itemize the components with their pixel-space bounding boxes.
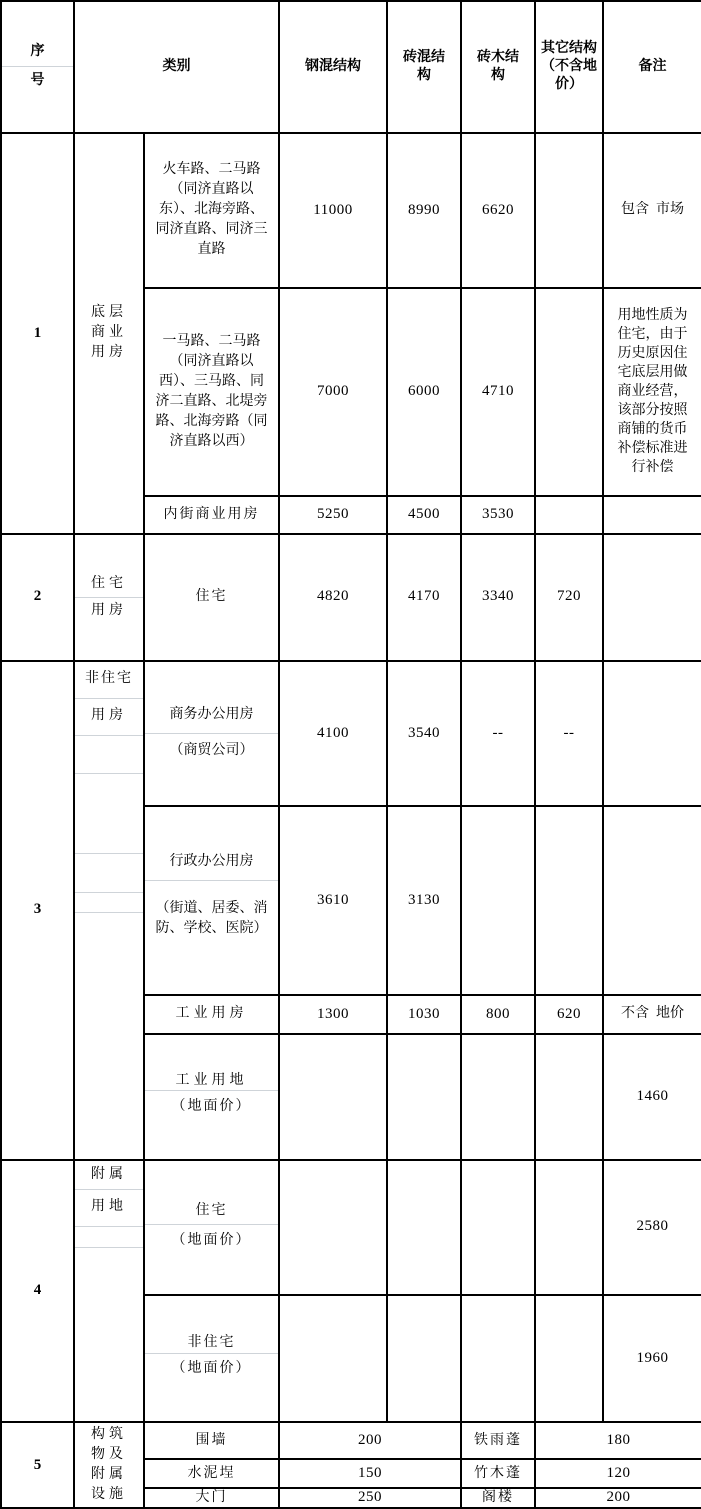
value-cell-steel: 3610 <box>279 806 387 995</box>
item-line2: （街道、居委、消防、学校、医院） <box>145 880 278 958</box>
item-line1: 行政办公用房 <box>169 853 254 869</box>
table-row <box>1 534 701 661</box>
item-line2: （商贸公司） <box>145 733 278 769</box>
col-header-remark: 备注 <box>603 1 701 133</box>
value-cell: 200 <box>535 1488 701 1509</box>
category-cell-3 <box>74 661 144 1160</box>
value-cell: 250 <box>279 1488 461 1509</box>
remark-cell: 包含 市场 <box>603 133 701 288</box>
col-header-serial <box>1 1 74 133</box>
value-cell-brick-concrete <box>387 1160 461 1295</box>
faint-grid-line <box>75 1226 143 1227</box>
table-row <box>1 133 701 288</box>
category-line1: 附属 <box>91 1166 127 1182</box>
item-line2: （地面价） <box>145 1090 278 1122</box>
item-cell: 围墙 <box>144 1422 279 1459</box>
item-cell <box>144 1295 279 1423</box>
table-row <box>1 661 701 807</box>
header-row <box>1 1 701 133</box>
value-cell-other: -- <box>535 661 603 807</box>
value-cell-brick-wood: -- <box>461 661 535 807</box>
remark-cell <box>603 661 701 807</box>
value-cell-brick-wood: 800 <box>461 995 535 1034</box>
serial-cell-4: 4 <box>1 1160 74 1423</box>
col-header-steel-concrete: 钢混结构 <box>279 1 387 133</box>
value-cell: 120 <box>535 1459 701 1487</box>
value-cell-brick-wood: 3340 <box>461 534 535 661</box>
value-cell-other: 720 <box>535 534 603 661</box>
value-cell-brick-concrete: 8990 <box>387 133 461 288</box>
value-cell-brick-wood <box>461 1160 535 1295</box>
item-line1: 住宅 <box>195 1202 228 1218</box>
item-cell: 火车路、二马路（同济直路以东）、北海旁路、同济直路、同济三直路 <box>144 133 279 288</box>
value-cell-brick-concrete <box>387 1034 461 1160</box>
value-cell-brick-concrete: 3540 <box>387 661 461 807</box>
col-header-brick-wood: 砖木结构 <box>461 1 535 133</box>
value-cell-other: 620 <box>535 995 603 1034</box>
item-line1: 非住宅 <box>187 1334 236 1350</box>
remark-cell <box>603 806 701 995</box>
value-cell-other <box>535 806 603 995</box>
value-cell-steel: 1300 <box>279 995 387 1034</box>
item-cell <box>144 806 279 995</box>
item-cell: 大门 <box>144 1488 279 1509</box>
item-line1: 商务办公用房 <box>169 707 254 723</box>
faint-grid-line <box>75 912 143 913</box>
item-cell <box>144 661 279 807</box>
remark-cell: 2580 <box>603 1160 701 1295</box>
value-cell-brick-concrete: 4170 <box>387 534 461 661</box>
col-header-category: 类别 <box>74 1 279 133</box>
value-cell-brick-concrete: 4500 <box>387 496 461 534</box>
value-cell-steel <box>279 1160 387 1295</box>
category-cell-4 <box>74 1160 144 1423</box>
value-cell-brick-wood <box>461 1034 535 1160</box>
faint-grid-line <box>75 892 143 893</box>
col-header-other-structure: 其它结构（不含地价） <box>535 1 603 133</box>
serial-cell-1: 1 <box>1 133 74 534</box>
value-cell: 180 <box>535 1422 701 1459</box>
value-cell-brick-concrete: 6000 <box>387 288 461 496</box>
item-cell: 水泥埕 <box>144 1459 279 1487</box>
item-cell <box>144 1160 279 1295</box>
value-cell-other <box>535 1295 603 1423</box>
value-cell-brick-concrete: 1030 <box>387 995 461 1034</box>
value-cell-other <box>535 1034 603 1160</box>
value-cell-brick-wood: 4710 <box>461 288 535 496</box>
col-header-brick-concrete: 砖混结构 <box>387 1 461 133</box>
item-line2: （地面价） <box>145 1224 278 1257</box>
remark-cell: 用地性质为住宅，由于历史原因住宅底层用做商业经营，该部分按照商铺的货币补偿标准进行补偿 <box>603 288 701 496</box>
value-cell-steel: 5250 <box>279 496 387 534</box>
remark-cell <box>603 496 701 534</box>
item-cell <box>144 1034 279 1160</box>
category-line2: 用地 <box>91 1199 127 1215</box>
value-cell-brick-concrete <box>387 1295 461 1423</box>
item-cell: 工业用房 <box>144 995 279 1034</box>
value-cell-brick-concrete: 3130 <box>387 806 461 995</box>
item-cell: 一马路、二马路（同济直路以西）、三马路、同济二直路、北堤旁路、北海旁路（同济直路以西） <box>144 288 279 496</box>
remark-cell <box>603 534 701 661</box>
category-cell-2 <box>74 534 144 661</box>
value-cell-steel: 11000 <box>279 133 387 288</box>
serial-cell-5: 5 <box>1 1422 74 1508</box>
serial-cell-2: 2 <box>1 534 74 661</box>
item-cell: 铁雨蓬 <box>461 1422 535 1459</box>
item-cell: 竹木蓬 <box>461 1459 535 1487</box>
category-line2: 用房 <box>75 597 143 623</box>
value-cell-other <box>535 288 603 496</box>
remark-cell: 1460 <box>603 1034 701 1160</box>
category-cell-1: 底层商业用房 <box>74 133 144 534</box>
remark-cell: 1960 <box>603 1295 701 1423</box>
item-line2: （地面价） <box>145 1353 278 1385</box>
category-cell-5: 构筑物及附属设施 <box>74 1422 144 1508</box>
value-cell-other <box>535 496 603 534</box>
value-cell-brick-wood <box>461 806 535 995</box>
value-cell-brick-wood: 3530 <box>461 496 535 534</box>
value-cell-other <box>535 133 603 288</box>
value-cell-steel <box>279 1034 387 1160</box>
value-cell: 200 <box>279 1422 461 1459</box>
col-header-serial-line1: 序 <box>30 44 45 60</box>
serial-cell-3: 3 <box>1 661 74 1160</box>
value-cell-steel: 4820 <box>279 534 387 661</box>
category-line1: 非住宅 <box>85 671 133 687</box>
table-row <box>1 1422 701 1459</box>
value-cell-brick-wood: 6620 <box>461 133 535 288</box>
value-cell-steel: 7000 <box>279 288 387 496</box>
category-line2: 用房 <box>91 707 127 723</box>
value-cell: 150 <box>279 1459 461 1487</box>
col-header-serial-line2: 号 <box>2 66 73 95</box>
value-cell-steel <box>279 1295 387 1423</box>
category-line1: 住宅 <box>91 576 127 592</box>
value-cell-other <box>535 1160 603 1295</box>
faint-grid-line <box>75 735 143 736</box>
faint-grid-line <box>75 853 143 854</box>
item-cell: 内街商业用房 <box>144 496 279 534</box>
table-row <box>1 1160 701 1295</box>
value-cell-steel: 4100 <box>279 661 387 807</box>
remark-cell: 不含 地价 <box>603 995 701 1034</box>
value-cell-brick-wood <box>461 1295 535 1423</box>
item-cell: 住宅 <box>144 534 279 661</box>
faint-grid-line <box>75 1247 143 1248</box>
item-line1: 工业用地 <box>175 1073 248 1089</box>
item-cell: 阁楼 <box>461 1488 535 1509</box>
faint-grid-line <box>75 773 143 774</box>
